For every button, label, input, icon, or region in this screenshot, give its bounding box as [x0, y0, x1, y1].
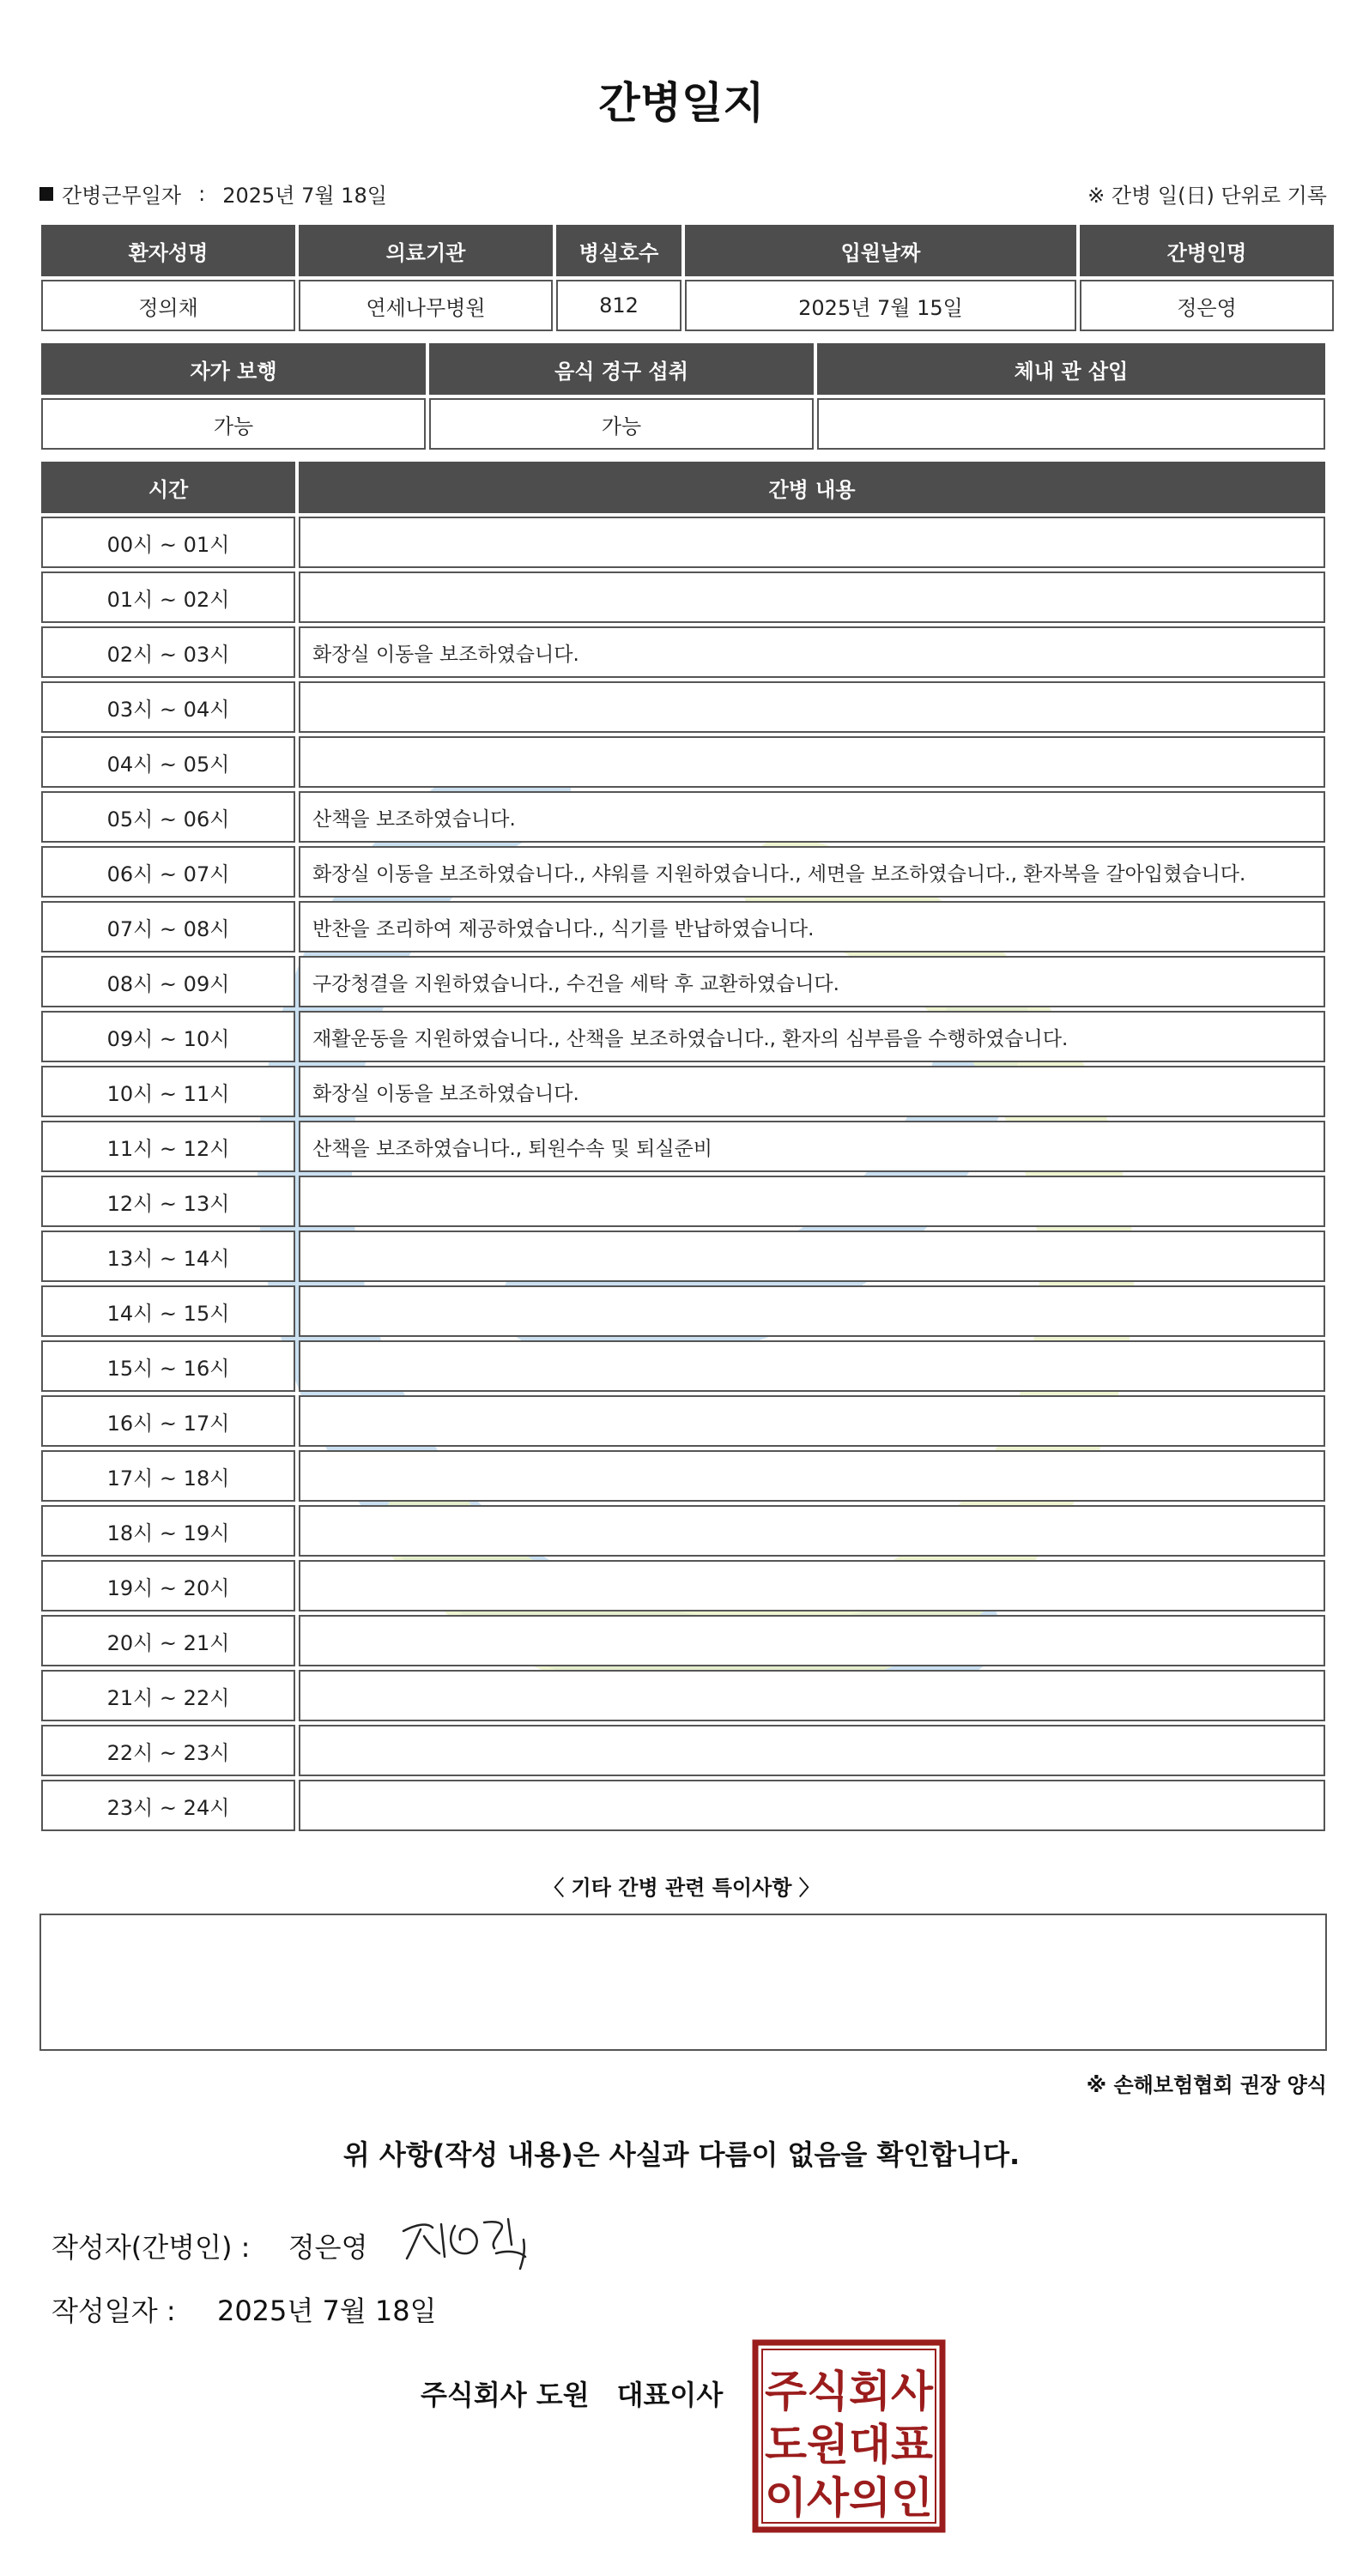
confirmation-statement: 위 사항(작성 내용)은 사실과 다름이 없음을 확인합니다. — [342, 2138, 1021, 2171]
special-notes-box — [39, 1914, 1327, 2051]
header-caregiver-name: 간병인명 — [1080, 225, 1334, 276]
log-content — [299, 1450, 1325, 1502]
log-content — [299, 1560, 1325, 1612]
square-bullet-icon — [39, 187, 53, 201]
log-row — [41, 1395, 1325, 1447]
log-time: 10시 ~ 11시 — [41, 1066, 295, 1117]
log-row — [41, 1121, 1325, 1172]
log-time: 22시 ~ 23시 — [41, 1725, 295, 1776]
log-row — [41, 1615, 1325, 1666]
company-representative: 주식회사 도원 대표이사 — [421, 2379, 724, 2411]
log-content — [299, 1340, 1325, 1392]
log-time: 19시 ~ 20시 — [41, 1560, 295, 1612]
log-row — [41, 1560, 1325, 1612]
seal-line-2: 도원대표 — [765, 2420, 934, 2470]
log-time: 15시 ~ 16시 — [41, 1340, 295, 1392]
patient-status-table — [38, 340, 1329, 453]
work-date-value: 2025년 7월 18일 — [222, 184, 387, 208]
company-seal — [752, 2339, 946, 2533]
written-date-row — [51, 2289, 437, 2329]
work-date-label: 간병근무일자 — [62, 184, 182, 208]
log-content — [299, 1780, 1325, 1831]
patient-name: 정의채 — [41, 280, 295, 331]
care-log-table — [38, 458, 1329, 1835]
written-date-value: 2025년 7월 18일 — [216, 2295, 437, 2327]
work-date-row — [39, 178, 387, 209]
log-time: 13시 ~ 14시 — [41, 1231, 295, 1282]
log-row — [41, 1780, 1325, 1831]
log-row — [41, 1066, 1325, 1117]
seal-line-1: 주식회사 — [765, 2367, 934, 2416]
signature — [395, 2205, 549, 2274]
log-time: 04시 ~ 05시 — [41, 736, 295, 788]
log-content — [299, 736, 1325, 788]
author-label: 작성자(간병인) : — [51, 2231, 251, 2264]
log-time: 14시 ~ 15시 — [41, 1285, 295, 1337]
log-row — [41, 517, 1325, 568]
log-row — [41, 1285, 1325, 1337]
seal-line-3: 이사의인 — [765, 2473, 933, 2523]
log-time: 06시 ~ 07시 — [41, 846, 295, 898]
log-time: 20시 ~ 21시 — [41, 1615, 295, 1666]
log-time: 01시 ~ 02시 — [41, 571, 295, 623]
log-row — [41, 1011, 1325, 1062]
log-content — [299, 1231, 1325, 1282]
log-content: 산책을 보조하였습니다., 퇴원수속 및 퇴실준비 — [299, 1121, 1325, 1172]
log-time: 17시 ~ 18시 — [41, 1450, 295, 1502]
log-time: 09시 ~ 10시 — [41, 1011, 295, 1062]
patient-info-table — [38, 221, 1337, 335]
log-content — [299, 1505, 1325, 1557]
log-content: 산책을 보조하였습니다. — [299, 791, 1325, 843]
header-hospital: 의료기관 — [299, 225, 553, 276]
log-content — [299, 1285, 1325, 1337]
author-row — [51, 2226, 368, 2265]
log-content: 반찬을 조리하여 제공하였습니다., 식기를 반납하였습니다. — [299, 901, 1325, 952]
log-row — [41, 846, 1325, 898]
log-content: 화장실 이동을 보조하였습니다., 샤워를 지원하였습니다., 세면을 보조하였습니다., 환자복을 갈아입혔습니다. — [299, 846, 1325, 898]
log-row — [41, 956, 1325, 1007]
header-admission-date: 입원날짜 — [685, 225, 1076, 276]
log-content — [299, 571, 1325, 623]
form-note: ※ 손해보험협회 권장 양식 — [1086, 2073, 1327, 2097]
log-row — [41, 571, 1325, 623]
log-time: 07시 ~ 08시 — [41, 901, 295, 952]
log-row — [41, 1340, 1325, 1392]
log-time: 02시 ~ 03시 — [41, 626, 295, 678]
self-walking-value: 가능 — [41, 398, 426, 450]
room-number: 812 — [556, 280, 682, 331]
hospital: 연세나무병원 — [299, 280, 553, 331]
log-time: 21시 ~ 22시 — [41, 1670, 295, 1721]
log-row — [41, 736, 1325, 788]
log-time: 18시 ~ 19시 — [41, 1505, 295, 1557]
log-row — [41, 1505, 1325, 1557]
log-row — [41, 681, 1325, 733]
log-row — [41, 1670, 1325, 1721]
log-content — [299, 1725, 1325, 1776]
log-time: 05시 ~ 06시 — [41, 791, 295, 843]
log-time: 16시 ~ 17시 — [41, 1395, 295, 1447]
unit-note: ※ 간병 일(日) 단위로 기록 — [1087, 184, 1327, 208]
log-content: 화장실 이동을 보조하였습니다. — [299, 626, 1325, 678]
page-title: 간병일지 — [598, 78, 765, 128]
log-time: 23시 ~ 24시 — [41, 1780, 295, 1831]
log-time: 00시 ~ 01시 — [41, 517, 295, 568]
admission-date: 2025년 7월 15일 — [685, 280, 1076, 331]
special-notes-title: 〈 기타 간병 관련 특이사항 〉 — [543, 1876, 820, 1900]
log-row — [41, 1231, 1325, 1282]
log-content — [299, 517, 1325, 568]
header-tube-insertion: 체내 관 삽입 — [817, 343, 1325, 395]
log-content: 화장실 이동을 보조하였습니다. — [299, 1066, 1325, 1117]
written-date-label: 작성일자 : — [51, 2295, 176, 2327]
header-self-walking: 자가 보행 — [41, 343, 426, 395]
header-time: 시간 — [41, 462, 295, 513]
log-time: 12시 ~ 13시 — [41, 1176, 295, 1227]
header-oral-intake: 음식 경구 섭취 — [429, 343, 814, 395]
log-row — [41, 901, 1325, 952]
caregiver-name: 정은영 — [1080, 280, 1334, 331]
log-row — [41, 1176, 1325, 1227]
log-content: 구강청결을 지원하였습니다., 수건을 세탁 후 교환하였습니다. — [299, 956, 1325, 1007]
header-room: 병실호수 — [556, 225, 682, 276]
log-content — [299, 1395, 1325, 1447]
header-patient-name: 환자성명 — [41, 225, 295, 276]
header-care-content: 간병 내용 — [299, 462, 1325, 513]
log-content: 재활운동을 지원하였습니다., 산책을 보조하였습니다., 환자의 심부름을 수행하였습니다. — [299, 1011, 1325, 1062]
log-row — [41, 1450, 1325, 1502]
oral-intake-value: 가능 — [429, 398, 814, 450]
work-date-colon: : — [198, 181, 206, 206]
author-name: 정은영 — [288, 2231, 368, 2264]
log-time: 11시 ~ 12시 — [41, 1121, 295, 1172]
log-content — [299, 1176, 1325, 1227]
log-row — [41, 626, 1325, 678]
log-time: 08시 ~ 09시 — [41, 956, 295, 1007]
log-row — [41, 791, 1325, 843]
log-content — [299, 681, 1325, 733]
log-time: 03시 ~ 04시 — [41, 681, 295, 733]
log-content — [299, 1615, 1325, 1666]
tube-insertion-value — [817, 398, 1325, 450]
log-row — [41, 1725, 1325, 1776]
log-content — [299, 1670, 1325, 1721]
